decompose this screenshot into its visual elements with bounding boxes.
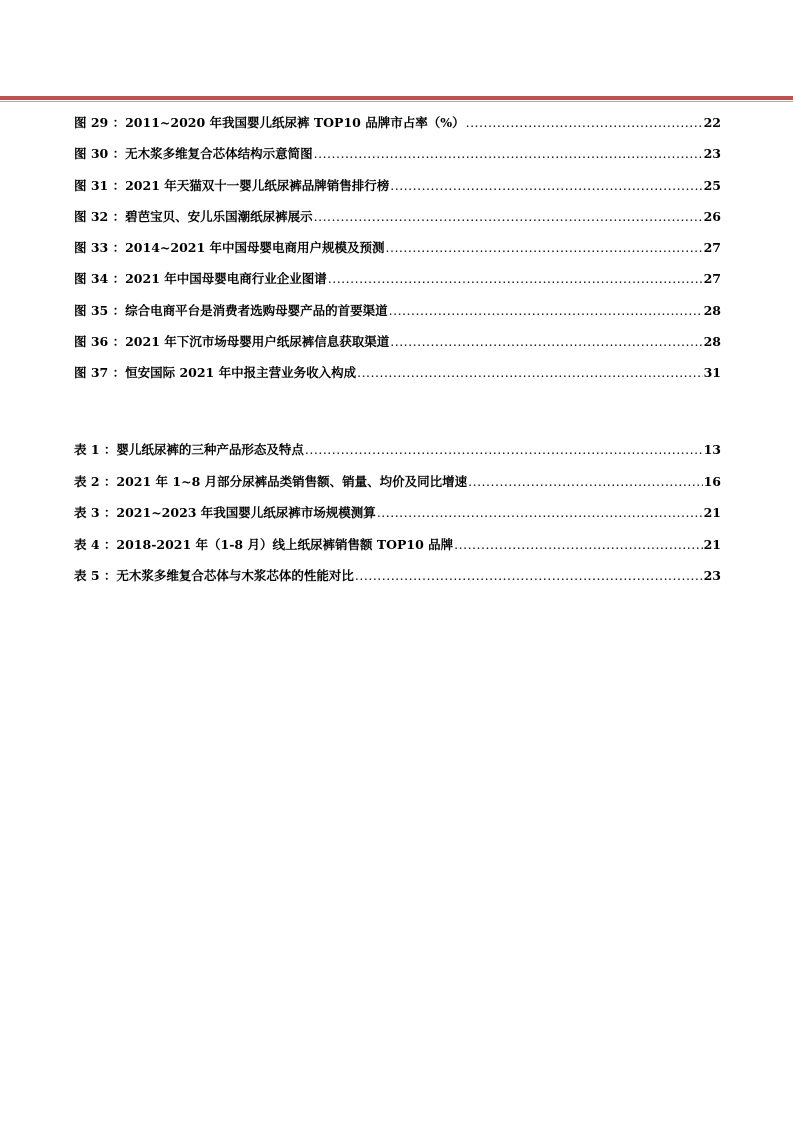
figure-index [74, 114, 721, 396]
table-index [74, 441, 721, 599]
toc-entry-table-2[interactable] [74, 473, 721, 505]
toc-title: 恒安国际 2021 年中报主营业务收入构成 [125, 365, 357, 381]
toc-label: 图 31 ： [74, 177, 126, 193]
toc-page-number: 21 [703, 505, 721, 520]
toc-page-number: 25 [703, 177, 721, 193]
toc-leader [468, 473, 702, 491]
toc-entry-table-4[interactable] [74, 536, 721, 568]
toc-title: 婴儿纸尿裤的三种产品形态及特点 [116, 442, 304, 457]
toc-page-number: 31 [703, 365, 721, 381]
toc-leader [357, 364, 702, 382]
toc-label: 表 2 ： [74, 473, 117, 489]
toc-page-number: 28 [703, 334, 721, 350]
toc-page-number: 16 [703, 473, 721, 489]
toc-page-number: 23 [703, 146, 721, 162]
toc-page-number: 22 [703, 115, 721, 130]
toc-title: 碧芭宝贝、安儿乐国潮纸尿裤展示 [125, 208, 313, 224]
toc-entry-table-1[interactable] [74, 441, 721, 473]
toc-leader [454, 536, 702, 554]
toc-page-number: 23 [703, 568, 721, 583]
toc-label: 图 29 ： [74, 115, 126, 130]
toc-page-number: 26 [703, 208, 721, 224]
toc-entry-figure-33[interactable] [74, 239, 721, 270]
toc-page-number: 21 [703, 536, 721, 552]
toc-leader [355, 567, 703, 585]
toc-entry-figure-32[interactable] [74, 208, 721, 239]
toc-label: 图 34 ： [74, 271, 126, 287]
toc-leader [390, 333, 702, 351]
toc-label: 图 36 ： [74, 334, 126, 350]
toc-leader [305, 441, 703, 459]
header-rule-thin [0, 101, 793, 102]
toc-label: 表 5 ： [74, 568, 117, 583]
toc-page-number: 28 [703, 302, 721, 318]
toc-title: 2018-2021 年（1-8 月）线上纸尿裤销售额 TOP10 品牌 [116, 536, 454, 552]
toc-title: 综合电商平台是消费者选购母婴产品的首要渠道 [125, 302, 388, 318]
toc-entry-table-5[interactable] [74, 567, 721, 599]
toc-label: 表 1 ： [74, 442, 117, 457]
toc-label: 图 30 ： [74, 146, 126, 162]
toc-title: 2021~2023 年我国婴儿纸尿裤市场规模测算 [116, 505, 376, 520]
toc-entry-table-3[interactable] [74, 504, 721, 536]
toc-page-number: 27 [703, 271, 721, 287]
header-rule [0, 96, 793, 100]
toc-entry-figure-35[interactable] [74, 302, 721, 333]
toc-label: 表 3 ： [74, 505, 117, 520]
toc-entry-figure-34[interactable] [74, 270, 721, 301]
toc-page-number: 27 [703, 240, 721, 256]
toc-leader [466, 114, 703, 132]
toc-entry-figure-29[interactable] [74, 114, 721, 145]
toc-label: 图 33 ： [74, 240, 126, 256]
toc-title: 2021 年下沉市场母婴用户纸尿裤信息获取渠道 [125, 334, 390, 350]
toc-leader [377, 504, 703, 522]
toc-leader [328, 270, 703, 288]
toc-leader [314, 208, 703, 226]
toc-title: 无木浆多维复合芯体结构示意简图 [125, 146, 313, 162]
toc-title: 无木浆多维复合芯体与木浆芯体的性能对比 [116, 568, 354, 583]
toc-leader [390, 177, 702, 195]
toc-entry-figure-30[interactable] [74, 145, 721, 176]
toc-label: 表 4 ： [74, 536, 117, 552]
toc-label: 图 35 ： [74, 302, 126, 318]
toc-label: 图 32 ： [74, 208, 126, 224]
toc-title: 2021 年天猫双十一婴儿纸尿裤品牌销售排行榜 [125, 177, 390, 193]
toc-label: 图 37 ： [74, 365, 126, 381]
toc-page-number: 13 [703, 442, 721, 457]
toc-title: 2011~2020 年我国婴儿纸尿裤 TOP10 品牌市占率（%） [125, 115, 465, 130]
toc-title: 2014~2021 年中国母婴电商用户规模及预测 [125, 240, 385, 256]
toc-entry-figure-36[interactable] [74, 333, 721, 364]
toc-leader [386, 239, 703, 257]
toc-title: 2021 年中国母婴电商行业企业图谱 [125, 271, 327, 287]
toc-title: 2021 年 1~8 月部分尿裤品类销售额、销量、均价及同比增速 [116, 473, 468, 489]
toc-leader [314, 145, 703, 163]
toc-entry-figure-37[interactable] [74, 364, 721, 395]
toc-entry-figure-31[interactable] [74, 177, 721, 208]
toc-leader [389, 302, 703, 320]
